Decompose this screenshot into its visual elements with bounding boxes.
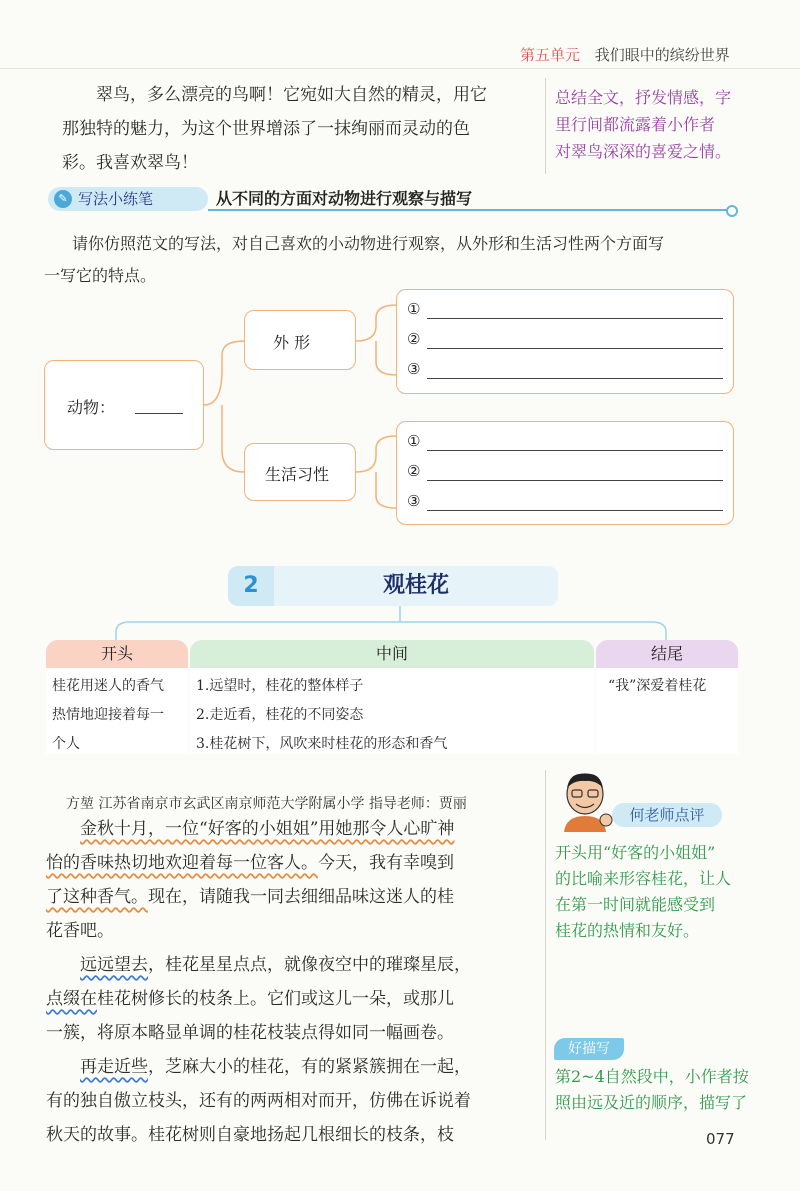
ending-header: 结尾 [596,640,738,668]
middle-body [190,668,594,754]
p2-line-3: 一簇，将原本略显单调的桂花枝装点得如同一幅画卷。 [46,1023,454,1043]
animal-blank[interactable] [135,413,183,414]
exercise-heading: 从不同的方面对动物进行观察与描写 [216,189,473,208]
unit-label: 第五单元 [520,46,581,64]
intro-line-2: 那独特的魅力，为这个世界增添了一抹绚丽而灵动的色 [62,119,470,139]
opening-line: 桂花用迷人的香气 [52,678,164,694]
appearance-blank-3[interactable] [427,378,723,379]
instruction-line-2: 一写它的特点。 [44,266,157,285]
ending-line: “我”深爱着桂花 [608,678,707,694]
animal-root-box [44,360,204,450]
habits-blank-2[interactable] [427,480,723,481]
intro-comment-line: 里行间都流露着小作者 [555,115,716,134]
appearance-label: 外 形 [273,333,311,352]
text-run: 今天，我有幸嗅到 [318,853,454,873]
wavy-phrase: 再走近些 [80,1057,148,1077]
appearance-blank-2[interactable] [427,348,723,349]
middle-header: 中间 [190,640,594,668]
comment-divider-2 [545,770,546,1140]
ending-body [596,668,738,754]
appearance-lines-box [396,289,734,394]
habits-box [244,443,356,501]
middle-line: 1.远望时，桂花的整体样子 [196,678,364,694]
teacher-comment-line: 在第一时间就能感受到 [555,895,716,914]
appearance-box [244,310,356,370]
good-description-tag: 好描写 [554,1038,624,1060]
wavy-phrase: 怡的香味热切地欢迎着每一位客人。 [46,853,318,873]
middle-line: 2.走近看，桂花的不同姿态 [196,707,364,723]
habits-blank-3[interactable] [427,510,723,511]
structure-connectors [0,606,800,642]
instruction-line-1: 请你仿照范文的写法，对自己喜欢的小动物进行观察，从外形和生活习性两个方面写 [72,234,665,253]
teacher-comment-line: 开头用“好客的小姐姐” [555,843,716,862]
teacher-comment [555,840,769,944]
intro-comment-line: 对翠鸟深深的喜爱之情。 [555,142,732,161]
p1-line-3 [46,880,542,914]
wavy-phrase: 远远望去 [80,955,148,975]
p1-line-2 [46,846,542,880]
marker-2: ② [407,330,421,348]
habits-blank-1[interactable] [427,450,723,451]
teacher-comment-line: 的比喻来形容桂花，让人 [555,869,732,888]
page-number: 077 [706,1130,735,1148]
opening-line: 个人 [52,736,80,752]
animal-label: 动物： [67,398,116,417]
text-run: ，芝麻大小的桂花，有的紧紧簇拥在一起， [148,1057,471,1077]
ending-column [596,640,738,754]
intro-line-1: 翠鸟，多么漂亮的鸟啊！它宛如大自然的精灵，用它 [96,85,487,105]
article-title: 观桂花 [382,573,449,598]
text-run: 现在，请随我一同去细细品味这迷人的桂 [148,887,454,907]
appearance-blank-1[interactable] [427,318,723,319]
marker-3: ③ [407,360,421,378]
text-run: ，桂花星星点点，就像夜空中的璀璨星辰， [148,955,471,975]
p1-line-4: 花香吧。 [46,921,114,941]
teacher-comment-tag: 何老师点评 [612,803,722,827]
teacher-avatar-icon [556,770,614,832]
exercise-tag-label: 写法小练笔 [78,190,154,208]
habits-label: 生活习性 [265,465,330,484]
unit-title: 我们眼中的缤纷世界 [594,46,730,64]
p1-line-1 [46,812,542,846]
p2-line-2 [46,982,542,1016]
intro-line-3: 彩。我喜欢翠鸟！ [62,153,198,173]
opening-line: 热情地迎接着每一 [52,707,164,723]
good-desc-line: 第2~4自然段中，小作者按 [555,1067,749,1086]
middle-column [190,640,594,754]
wavy-phrase: 金秋十月，一位“好客的小姐姐”用她那令人心旷神 [80,819,455,839]
text-run: 桂花树修长的枝条上。它们或这儿一朵，或那儿 [97,989,454,1009]
middle-line: 3.桂花树下，风吹来时桂花的形态和香气 [196,736,448,752]
p3-line-3: 秋天的故事。桂花树则自豪地扬起几根细长的枝条，枝 [46,1125,454,1145]
good-desc-line: 照由远及近的顺序，描写了 [555,1093,748,1112]
author-line: 方堃 江苏省南京市玄武区南京师范大学附属小学 指导老师：贾丽 [66,796,467,812]
marker-2: ② [407,462,421,480]
p3-line-2: 有的独自傲立枝头，还有的两两相对而开，仿佛在诉说着 [46,1091,471,1111]
teacher-comment-line: 桂花的热情和友好。 [555,921,700,940]
opening-body [46,668,188,754]
p2-line-1 [46,948,542,982]
good-description-comment [555,1064,769,1116]
article-body [46,812,542,1152]
wavy-phrase: 点缀在 [46,989,97,1009]
habits-lines-box [396,421,734,525]
intro-comment-line: 总结全文，抒发情感，字 [555,88,732,107]
marker-1: ① [407,432,421,450]
marker-3: ③ [407,492,421,510]
wavy-phrase: 了这种香气。 [46,887,148,907]
opening-header: 开头 [46,640,188,668]
opening-column [46,640,188,754]
p3-line-1 [46,1050,542,1084]
pencil-icon: ✎ [54,190,72,208]
article-number: 2 [228,566,274,606]
marker-1: ① [407,300,421,318]
